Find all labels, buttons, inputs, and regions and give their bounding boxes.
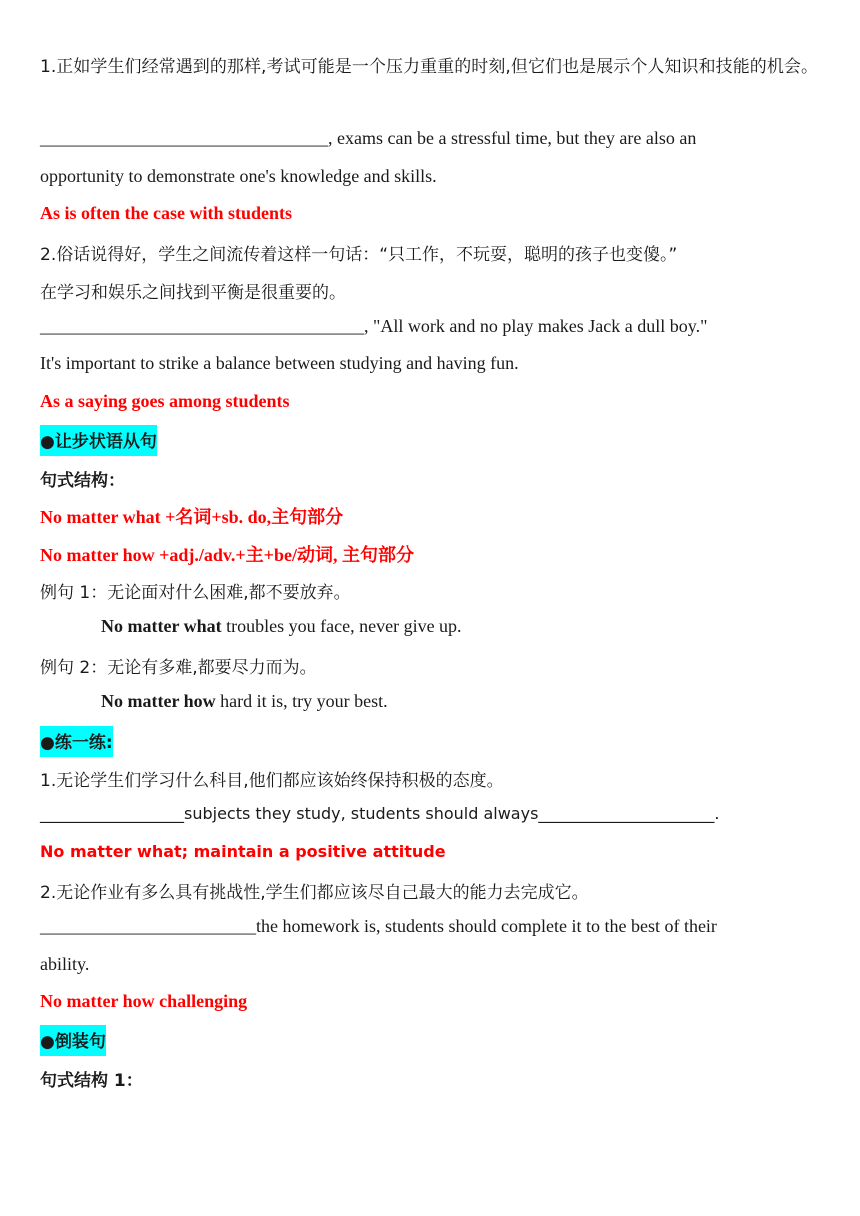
ex2-answer: As a saying goes among students — [40, 391, 290, 411]
ex2-chinese-line1: 2.俗话说得好，学生之间流传着这样一句话：“只工作，不玩耍，聪明的孩子也变傻。” — [40, 245, 678, 265]
example2-english — [40, 691, 388, 712]
practice-q2-english-line1: ________________________the homework is, students should complete it to the best of their — [40, 916, 717, 936]
example1-keyword: No matter what — [101, 616, 222, 636]
ex1-chinese: 1.正如学生们经常遇到的那样,考试可能是一个压力重重的时刻,但它们也是展示个人知识和技能的机会。 — [40, 57, 818, 77]
practice-q1-answer: No matter what; maintain a positive attitude — [40, 842, 446, 861]
example2-rest: hard it is, try your best. — [215, 691, 388, 711]
pattern-no-matter-what: No matter what +名词+sb. do,主句部分 — [40, 507, 344, 527]
ex1-english-line2: opportunity to demonstrate one's knowledge and skills. — [40, 166, 437, 186]
practice-q2-english-line2: ability. — [40, 954, 90, 974]
example2-keyword: No matter how — [101, 691, 216, 711]
ex1-answer: As is often the case with students — [40, 203, 292, 223]
example1-english — [40, 616, 462, 637]
ex2-chinese-line2: 在学习和娱乐之间找到平衡是很重要的。 — [40, 283, 346, 303]
practice-q2-chinese: 2.无论作业有多么具有挑战性,学生们都应该尽自己最大的能力去完成它。 — [40, 883, 589, 903]
section-title-concessive-clause: ●让步状语从句 — [40, 425, 157, 456]
ex1-english-line1: ________________________________, exams can be a stressful time, but they are also an — [40, 128, 697, 148]
example2-chinese: 例句 2：无论有多难,都要尽力而为。 — [40, 658, 317, 678]
practice-q2-answer: No matter how challenging — [40, 991, 248, 1011]
practice-q1-chinese: 1.无论学生们学习什么科目,他们都应该始终保持积极的态度。 — [40, 771, 504, 791]
pattern-no-matter-how: No matter how +adj./adv.+主+be/动词, 主句部分 — [40, 545, 414, 565]
structure-label: 句式结构： — [40, 471, 125, 491]
example1-chinese: 例句 1：无论面对什么困难,都不要放弃。 — [40, 583, 351, 603]
practice-q1-english: __________________subjects they study, students should always______________________. — [40, 804, 720, 823]
section-title-inversion: ●倒装句 — [40, 1025, 106, 1056]
example1-rest: troubles you face, never give up. — [221, 616, 462, 636]
section-title-practice: ●练一练: — [40, 726, 113, 757]
ex2-english-line1: ____________________________________, "All work and no play makes Jack a dull boy." — [40, 316, 708, 336]
ex2-english-line2: It's important to strike a balance between studying and having fun. — [40, 353, 519, 373]
structure-label-1: 句式结构 1： — [40, 1071, 143, 1091]
